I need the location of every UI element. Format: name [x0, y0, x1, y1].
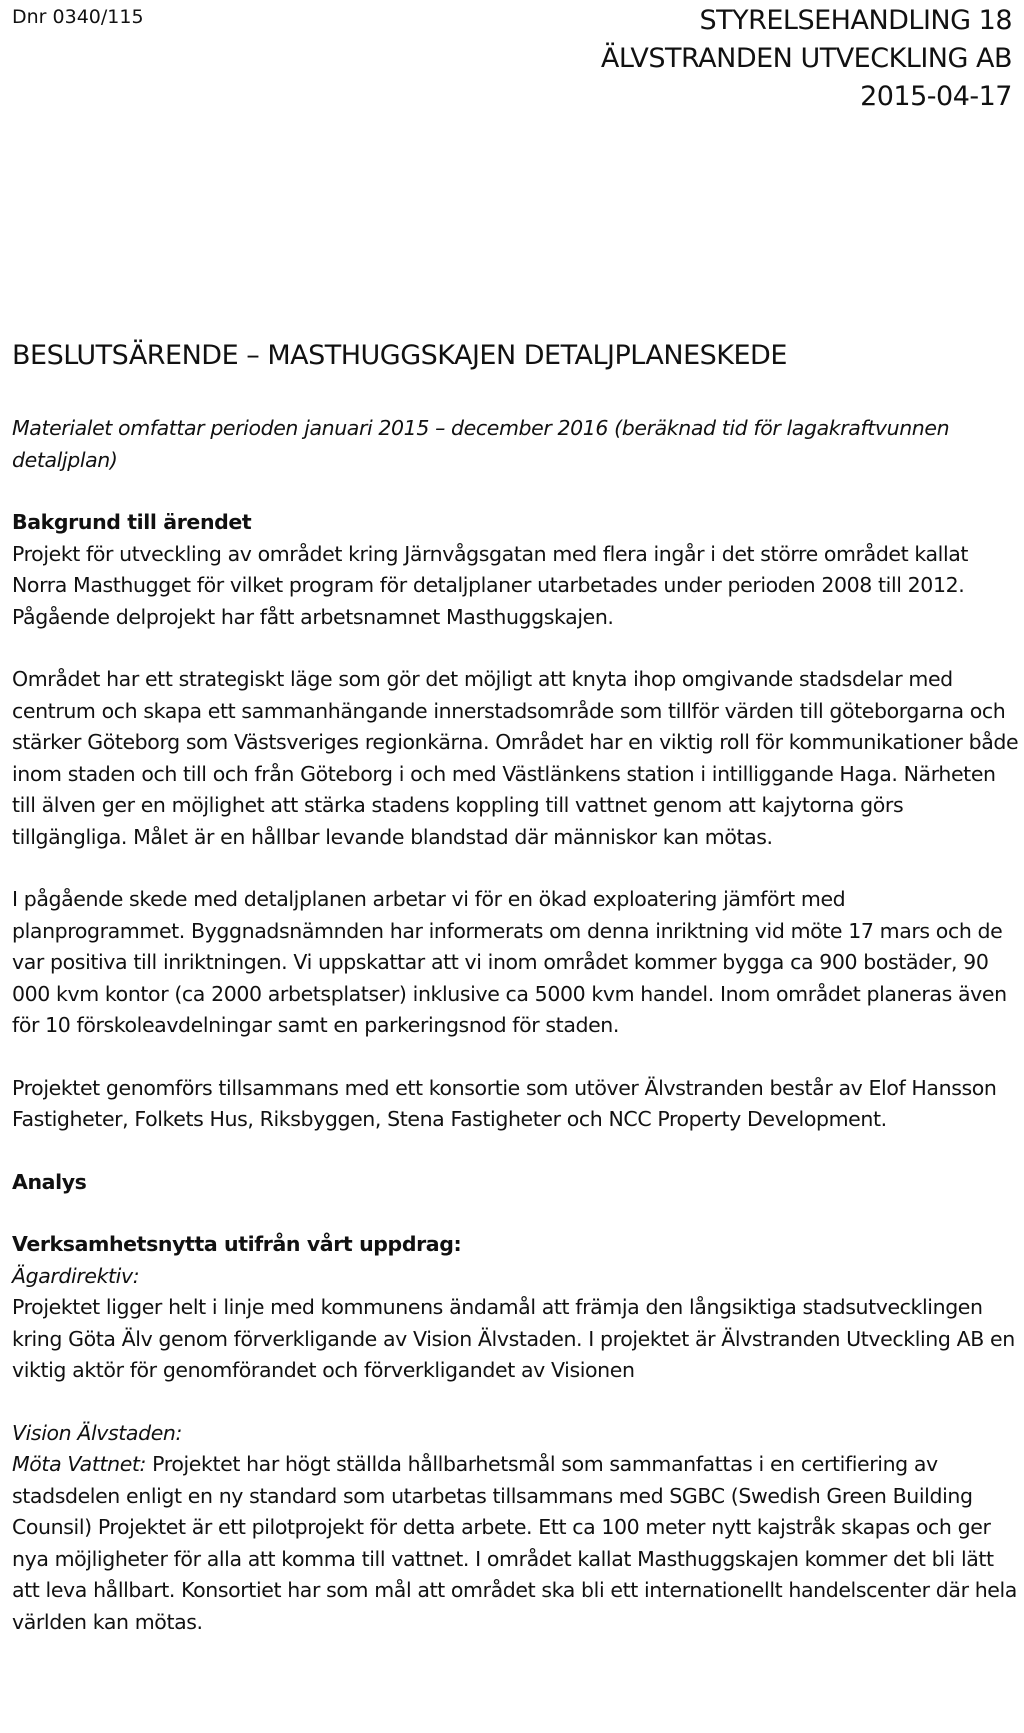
mota-vattnet-paragraph [12, 1449, 1020, 1638]
bakgrund-paragraph-2: Området har ett strategiskt läge som gör det möjligt att knyta ihop omgivande stadsdelar med centrum och skapa ett sammanhängande innerstadsområde som tillför värden till göteborgarna och stärker Göteborg som Västsveriges regionkärna. Området har en viktig roll för kommunikationer både inom staden och till och från Göteborg i och med Västlänkens station i intilliggande Haga. Närheten till älven ger en möjlighet att stärka stadens koppling till vattnet genom att kajytorna görs tillgängliga. Målet är en hållbar levande blandstad där människor kan mötas. [12, 667, 1019, 849]
bakgrund-paragraph-3: I pågående skede med detaljplanen arbetar vi för en ökad exploatering jämfört med planprogrammet. Byggnadsnämnden har informerats om denna inriktning vid möte 17 mars och de var positiva till inriktningen. Vi uppskattar att vi inom området kommer bygga ca 900 bostäder, 90 000 kvm kontor (ca 2000 arbetsplatser) inklusive ca 5000 kvm handel. Inom området planeras även för 10 förskoleavdelningar samt en parkeringsnod för staden. [12, 887, 1007, 1037]
bakgrund-heading: Bakgrund till ärendet [12, 510, 252, 534]
bakgrund-paragraph-1: Projekt för utveckling av området kring Järnvågsgatan med flera ingår i det större området kallat Norra Masthugget för vilket program för detaljplaner utarbetades under perioden 2008 till 2012. Pågående delprojekt har fått arbetsnamnet Masthuggskajen. [12, 541, 969, 629]
analys-heading: Analys [12, 1169, 87, 1194]
header-date: 2015-04-17 [860, 81, 1012, 112]
document-body [12, 413, 1020, 1638]
agardirektiv-paragraph: Projektet ligger helt i linje med kommunens ändamål att främja den långsiktiga stadsutvecklingen kring Göta Älv genom förverkligande av Vision Älvstaden. I projektet är Älvstranden Utveckling AB en viktig aktör för genomförandet och förverkligandet av Visionen [12, 1295, 1015, 1382]
mota-vattnet-text: Projektet har högt ställda hållbarhetsmål som sammanfattas i en certifiering av stadsdelen enligt en ny standard som utarbetas tillsammans med SGBC (Swedish Green Building Counsil) Projektet är ett pilotprojekt för detta arbete. Ett ca 100 meter nytt kajstråk skapas och ger nya möjligheter för alla att komma till vattnet. I området kallat Masthuggskajen kommer det bli lätt att leva hållbart. Konsortiet har som mål att området ska bli ett internationellt handelscenter där hela världen kan mötas. [12, 1452, 1017, 1634]
document-title: BESLUTSÄRENDE – MASTHUGGSKAJEN DETALJPLANESKEDE [12, 340, 787, 371]
document-header [601, 2, 1012, 116]
vision-label: Vision Älvstaden: [12, 1420, 183, 1445]
header-document-type: STYRELSEHANDLING 18 [699, 5, 1012, 36]
agardirektiv-label: Ägardirektiv: [12, 1263, 140, 1288]
document-number: Dnr 0340/115 [12, 6, 144, 28]
intro-paragraph: Materialet omfattar perioden januari 2015 – december 2016 (beräknad tid för lagakraftvunnen detaljplan) [12, 416, 950, 472]
mota-vattnet-label: Möta Vattnet: [12, 1452, 147, 1476]
header-company: ÄLVSTRANDEN UTVECKLING AB [600, 43, 1012, 74]
bakgrund-paragraph-4: Projektet genomförs tillsammans med ett konsortie som utöver Älvstranden består av Elof Hansson Fastigheter, Folkets Hus, Riksbyggen, Stena Fastigheter och NCC Property Development. [12, 1075, 997, 1131]
verksamhetsnytta-heading: Verksamhetsnytta utifrån vårt uppdrag: [12, 1232, 462, 1256]
